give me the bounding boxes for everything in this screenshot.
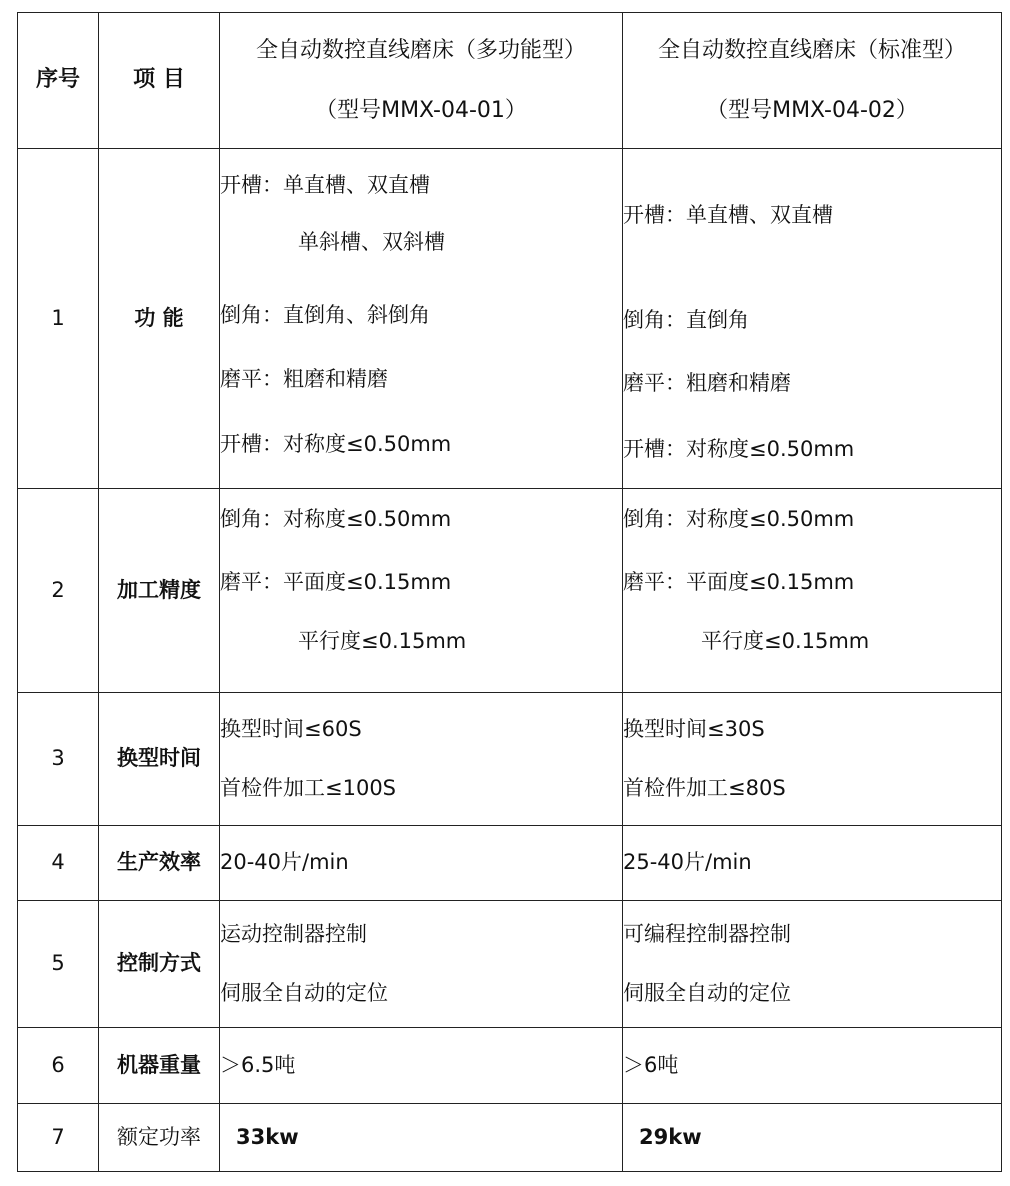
row-item: 机器重量 — [99, 1028, 220, 1104]
table-row — [18, 693, 1002, 826]
cell-line: 伺服全自动的定位 — [220, 981, 388, 1005]
model-a-cell — [220, 489, 623, 693]
cell-line: 倒角：直倒角、斜倒角 — [220, 303, 430, 328]
cell-line: 倒角：直倒角 — [623, 308, 749, 333]
row-number: 2 — [18, 489, 99, 693]
spec-table — [17, 12, 1002, 1172]
model-a-cell: ＞6.5吨 — [220, 1028, 623, 1104]
model-b-name: 全自动数控直线磨床（标准型） — [657, 37, 966, 63]
row-number: 6 — [18, 1028, 99, 1104]
row-item: 功 能 — [99, 149, 220, 489]
header-model-b — [623, 13, 1002, 149]
cell-line: 换型时间≤30S — [623, 716, 765, 741]
model-a-cell — [220, 901, 623, 1028]
model-b-cell — [623, 149, 1002, 489]
model-a-cell — [220, 149, 623, 489]
cell-line: 首检件加工≤80S — [623, 776, 786, 800]
model-a-cell: 20-40片/min — [220, 826, 623, 901]
cell-line: 平行度≤0.15mm — [701, 629, 870, 654]
table-row — [18, 149, 1002, 489]
table-row — [18, 901, 1002, 1028]
cell-line: 开槽：对称度≤0.50mm — [623, 436, 855, 461]
model-b-code: （型号MMX-04-02） — [706, 97, 918, 123]
cell-line: 磨平：粗磨和精磨 — [220, 366, 388, 391]
model-a-cell — [220, 693, 623, 826]
header-model-a — [220, 13, 623, 149]
header-no: 序号 — [18, 13, 99, 149]
table-header-row — [18, 13, 1002, 149]
row-number: 7 — [18, 1104, 99, 1172]
cell-line: 磨平：平面度≤0.15mm — [623, 570, 855, 595]
cell-line: 首检件加工≤100S — [220, 776, 397, 800]
cell-line: 平行度≤0.15mm — [298, 629, 467, 654]
row-number: 3 — [18, 693, 99, 826]
row-number: 5 — [18, 901, 99, 1028]
model-b-cell — [623, 693, 1002, 826]
row-item: 控制方式 — [99, 901, 220, 1028]
cell-line: 可编程控制器控制 — [623, 921, 791, 946]
cell-line: 运动控制器控制 — [220, 921, 367, 946]
model-a-cell: 33kw — [220, 1104, 623, 1172]
model-b-cell: ＞6吨 — [623, 1028, 1002, 1104]
model-a-name: 全自动数控直线磨床（多功能型） — [255, 37, 586, 63]
row-item: 换型时间 — [99, 693, 220, 826]
cell-line: 倒角：对称度≤0.50mm — [623, 507, 855, 531]
row-number: 1 — [18, 149, 99, 489]
cell-line: 开槽：单直槽、双直槽 — [220, 173, 430, 197]
cell-line: 开槽：对称度≤0.50mm — [220, 431, 452, 456]
cell-line: 单斜槽、双斜槽 — [298, 230, 445, 255]
cell-line: 换型时间≤60S — [220, 716, 362, 741]
model-b-cell: 29kw — [623, 1104, 1002, 1172]
model-b-cell — [623, 901, 1002, 1028]
table-row — [18, 826, 1002, 901]
table-row — [18, 489, 1002, 693]
cell-line: 磨平：平面度≤0.15mm — [220, 570, 452, 595]
model-a-code: （型号MMX-04-01） — [315, 97, 527, 123]
table-row — [18, 1028, 1002, 1104]
row-number: 4 — [18, 826, 99, 901]
cell-line: 磨平：粗磨和精磨 — [623, 371, 791, 396]
cell-line: 开槽：单直槽、双直槽 — [623, 203, 833, 227]
header-item: 项 目 — [99, 13, 220, 149]
model-b-cell: 25-40片/min — [623, 826, 1002, 901]
cell-line: 倒角：对称度≤0.50mm — [220, 507, 452, 531]
row-item: 加工精度 — [99, 489, 220, 693]
cell-line: 伺服全自动的定位 — [623, 981, 791, 1005]
model-b-cell — [623, 489, 1002, 693]
row-item: 额定功率 — [99, 1104, 220, 1172]
table-row — [18, 1104, 1002, 1172]
row-item: 生产效率 — [99, 826, 220, 901]
